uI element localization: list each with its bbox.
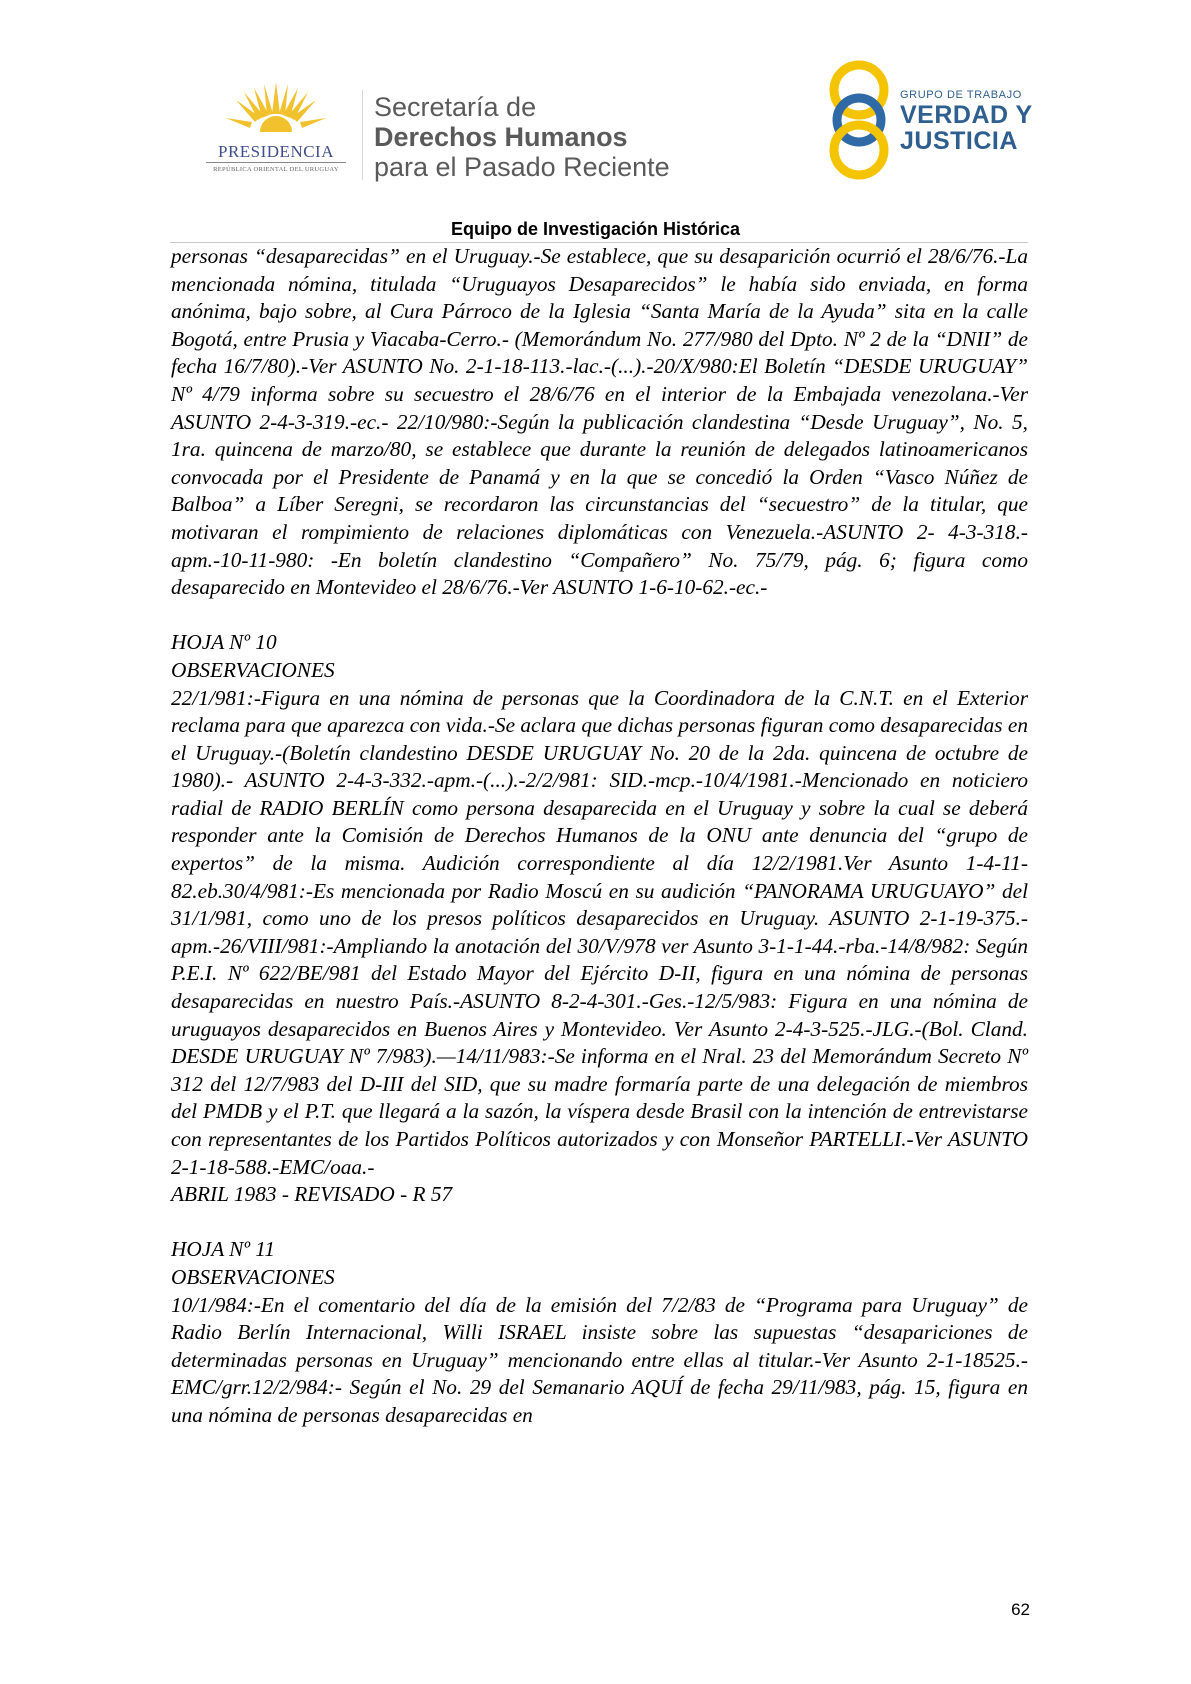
grupo-trabajo-line-2: VERDAD Y (900, 101, 1033, 129)
page-heading: Equipo de Investigación Histórica (450, 219, 741, 239)
secretaria-line-1: Secretaría de (374, 92, 537, 122)
paragraph-1: personas “desaparecidas” en el Uruguay.-Se establece, que su desaparición ocurrió el 28/6/76.-La mencionada nómina, titulada “Uruguayos Desaparecidos” le había sido enviada, en forma anónima, bajo sobre, al Cura Párroco de la Iglesia “Santa María de la Ayuda” sita en la calle Bogotá, entre Prusia y Viacaba-Cerro.- (Memorándum No. 277/980 del Dpto. Nº 2 de la “DNII” de fecha 16/7/80).-Ver ASUNTO No. 2-1-18-113.-lac.-(...).-20/X/980:El Boletín “DESDE URUGUAY” Nº 4/79 informa sobre su secuestro el 28/6/76 en el interior de la Embajada venezolana.-Ver ASUNTO 2-4-3-319.-ec.- 22/10/980:-Según la publicación clandestina “Desde Uruguay”, No. 5, 1ra. quincena de marzo/80, se establece que durante la reunión de delegados latinoamericanos convocada por el Presidente de Panamá y en la que se concedió la Orden “Vasco Núñez de Balboa” a Líber Seregni, se recordaron las circunstancias del “secuestro” de la titular, que motivaran el rompimiento de relaciones diplomáticas con Venezuela.-ASUNTO 2- 4-3-318.-apm.-10-11-980: -En boletín clandestino “Compañero” No. 75/79, pág. 6; figura como desaparecido en Montevideo el 28/6/76.-Ver ASUNTO 1-6-10-62.-ec.- (171, 244, 1028, 600)
observaciones-10-heading: OBSERVACIONES (171, 657, 335, 682)
presidencia-subtitle: REPÚBLICA ORIENTAL DEL URUGUAY (213, 166, 339, 173)
grupo-trabajo-line-1: GRUPO DE TRABAJO (900, 89, 1022, 101)
secretaria-line-3: para el Pasado Reciente (374, 152, 670, 182)
paragraph-2: 22/1/981:-Figura en una nómina de personas que la Coordinadora de la C.N.T. en el Exterior reclama para que aparezca con vida.-Se aclara que dichas personas figuran como desaparecidas en el Uruguay.-(Boletín clandestino DESDE URUGUAY No. 20 de la 2da. quincena de octubre de 1980).- ASUNTO 2-4-3-332.-apm.-(...).-2/2/981: SID.-mcp.-10/4/1981.-Mencionado en noticiero radial de RADIO BERLÍN como persona desaparecida en el Uruguay y sobre la cual se deberá responder ante la Comisión de Derechos Humanos de la ONU ante denuncia del “grupo de expertos” de la misma. Audición correspondiente al día 12/2/1981.Ver Asunto 1-4-11-82.eb.30/4/981:-Es mencionada por Radio Moscú en su audición “PANORAMA URUGUAYO” del 31/1/981, como uno de los presos políticos desaparecidos en Uruguay. ASUNTO 2-1-19-375.-apm.-26/VIII/981:-Ampliando la anotación del 30/V/978 ver Asunto 3-1-1-44.-rba.-14/8/982: Según P.E.I. Nº 622/BE/981 del Estado Mayor del Ejército D-II, figura en una nómina de personas desaparecidas en nuestro País.-ASUNTO 8-2-4-301.-Ges.-12/5/983: Figura en una nómina de uruguayos desaparecidos en Buenos Aires y Montevideo. Ver Asunto 2-4-3-525.-JLG.-(Bol. Cland. DESDE URUGUAY Nº 7/983).—14/11/983:-Se informa en el Nral. 23 del Memorándum Secreto Nº 312 del 12/7/983 del D-III del SID, que su madre formaría parte de una delegación de miembros del PMDB y el P.T. que llegará a la sazón, la víspera desde Brasil con la intención de entrevistarse con representantes de los Partidos Políticos autorizados y con Monseñor PARTELLI.-Ver ASUNTO 2-1-18-588.-EMC/oaa.- (171, 685, 1028, 1179)
page-header (0, 0, 1191, 215)
secretaria-line-2: Derechos Humanos (374, 122, 628, 152)
secretaria-logo (374, 92, 670, 182)
presidencia-logo (196, 80, 356, 180)
logo-divider (362, 90, 363, 180)
hoja-10-heading: HOJA Nº 10 (171, 630, 277, 655)
hoja-11-heading: HOJA Nº 11 (171, 1237, 276, 1262)
observaciones-11-heading: OBSERVACIONES (171, 1264, 335, 1289)
spacer (171, 1209, 1028, 1237)
revisado-line: ABRIL 1983 - REVISADO - R 57 (171, 1182, 453, 1207)
rings-icon (824, 58, 894, 182)
presidencia-name: PRESIDENCIA (217, 142, 334, 161)
presidencia-rule (206, 162, 346, 163)
grupo-trabajo-line-3: JUSTICIA (900, 127, 1018, 155)
paragraph-3: 10/1/984:-En el comentario del día de la emisión del 7/2/83 de “Programa para Uruguay” de Radio Berlín Internacional, Willi ISRAEL insiste sobre las supuestas “desapariciones de determinadas personas en Uruguay” mencionando entre ellas al titular.-Ver Asunto 2-1-18525.-EMC/grr.12/2/984:- Según el No. 29 del Semanario AQUÍ de fecha 29/11/983, pág. 15, figura en una nómina de personas desaparecidas en (171, 1292, 1028, 1427)
sun-emblem-icon (224, 80, 328, 140)
grupo-trabajo-logo (824, 58, 1034, 182)
spacer (171, 602, 1028, 630)
page-number: 62 (1011, 1600, 1030, 1619)
grupo-trabajo-text (900, 88, 1033, 154)
document-body (171, 243, 1028, 1430)
